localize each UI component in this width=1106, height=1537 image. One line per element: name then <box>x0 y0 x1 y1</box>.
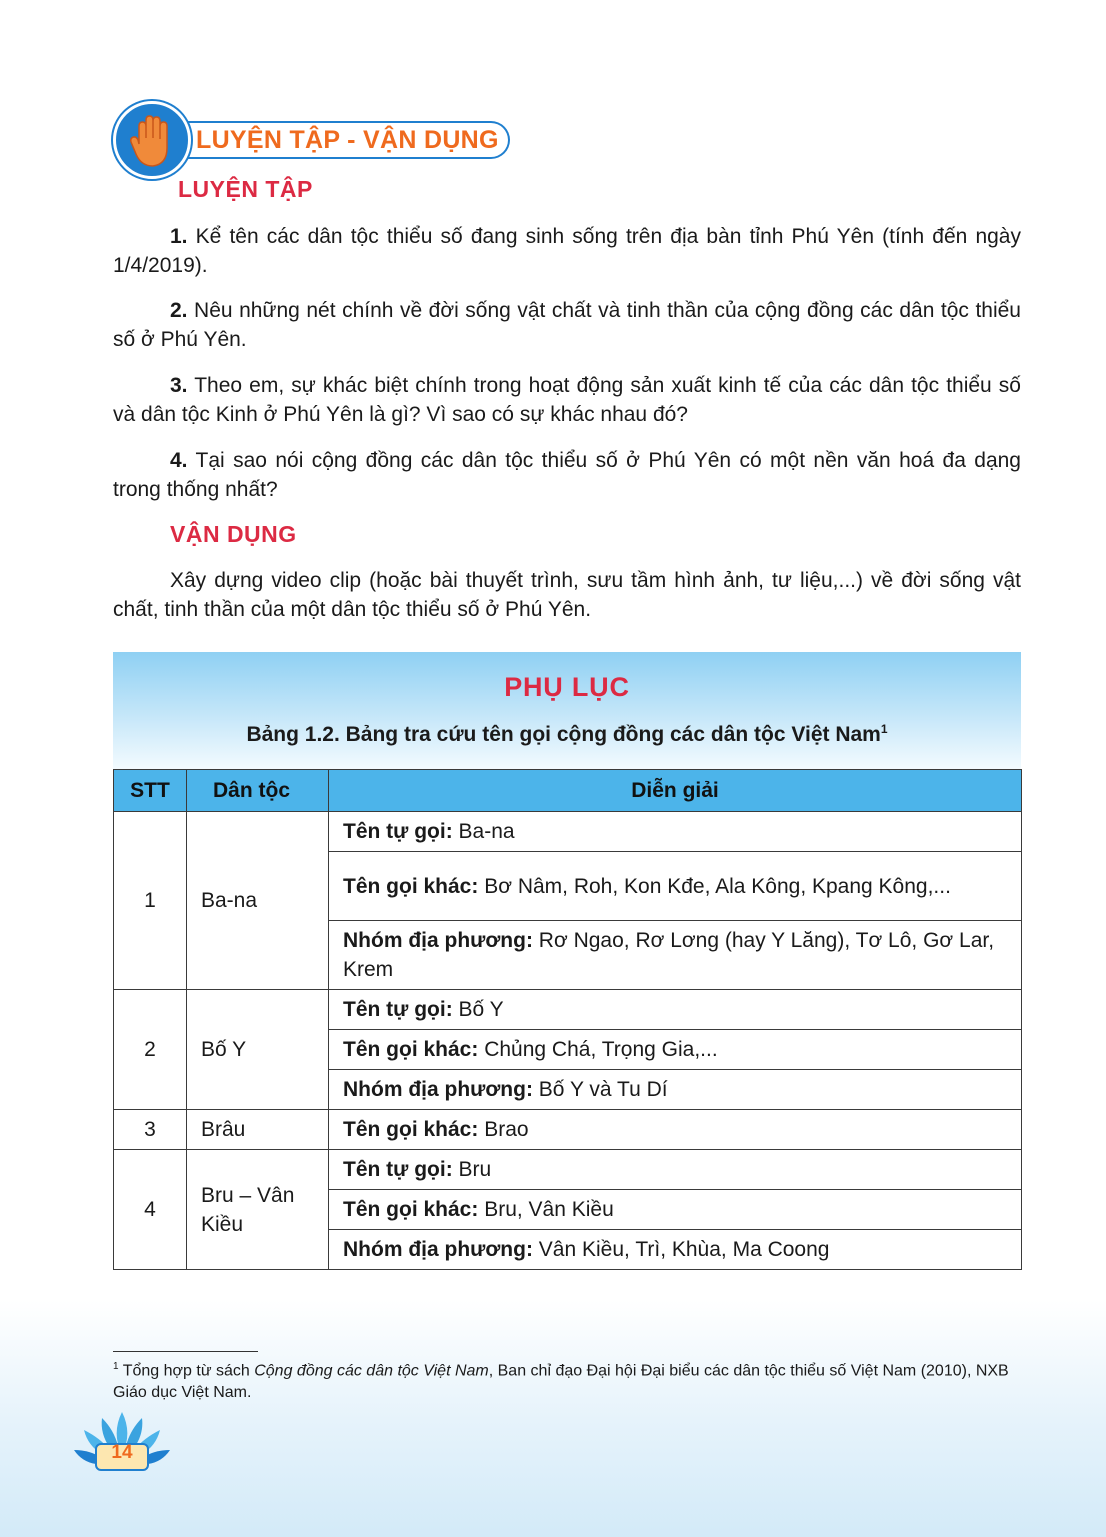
footnote-marker: 1 <box>880 722 888 736</box>
detail-value: Rơ Ngao, Rơ Lơng (hay Y Lăng), Tơ Lô, Gơ Lar, Krem <box>343 929 995 981</box>
table-caption <box>113 722 1021 747</box>
detail-cell <box>329 1150 1022 1190</box>
detail-cell <box>329 1190 1022 1230</box>
detail-label: Tên gọi khác: <box>343 1038 479 1061</box>
item-text: Tại sao nói cộng đồng các dân tộc thiểu số ở Phú Yên có một nền văn hoá đa dạng trong thống nhất? <box>113 449 1021 501</box>
row-ethnic-name: Bố Y <box>187 990 329 1110</box>
detail-label: Nhóm địa phương: <box>343 929 533 952</box>
detail-cell <box>329 1070 1022 1110</box>
detail-label: Tên gọi khác: <box>343 874 479 898</box>
banner-title: LUYỆN TẬP - VẬN DỤNG <box>196 126 499 154</box>
detail-cell <box>329 921 1022 990</box>
item-text: Kể tên các dân tộc thiểu số đang sinh sống trên địa bàn tỉnh Phú Yên (tính đến ngày 1/4/2019). <box>113 225 1021 277</box>
detail-value: Chủng Chá, Trọng Gia,... <box>484 1038 718 1061</box>
footnote-book-title: Cộng đồng các dân tộc Việt Nam <box>254 1362 489 1380</box>
row-stt: 3 <box>114 1110 187 1150</box>
detail-cell <box>329 990 1022 1030</box>
header-description: Diễn giải <box>329 770 1022 812</box>
item-number: 1. <box>170 225 188 248</box>
detail-value: Ba-na <box>458 820 515 843</box>
header-stt: STT <box>114 770 187 812</box>
page-number: 14 <box>111 1442 133 1463</box>
ethnic-lookup-table <box>113 769 1022 1270</box>
detail-label: Tên gọi khác: <box>343 1198 479 1221</box>
item-number: 4. <box>170 449 188 472</box>
row-stt: 2 <box>114 990 187 1110</box>
row-ethnic-name: Ba-na <box>187 812 329 990</box>
detail-value: Bố Y và Tu Dí <box>538 1078 668 1101</box>
detail-value: Bru <box>458 1158 492 1181</box>
apply-heading: VẬN DỤNG <box>170 521 297 547</box>
detail-label: Nhóm địa phương: <box>343 1078 533 1101</box>
detail-cell <box>329 812 1022 852</box>
item-number: 2. <box>170 299 188 322</box>
appendix-header <box>113 652 1021 770</box>
apply-text: Xây dựng video clip (hoặc bài thuyết trình, sưu tầm hình ảnh, tư liệu,...) về đời sống vật chất, tinh thần của một dân tộc thiểu số ở Phú Yên. <box>113 569 1021 621</box>
detail-cell <box>329 1230 1022 1270</box>
footnote-suffix: , Ban chỉ đạo Đại hội Đại biểu các dân tộc thiểu số Việt Nam (2010), NXB Giáo dục Việt Nam. <box>113 1362 1009 1402</box>
practice-item-1 <box>113 222 1021 280</box>
table-row <box>114 812 1022 852</box>
detail-value: Vân Kiều, Trì, Khùa, Ma Coong <box>538 1238 830 1261</box>
detail-value: Bơ Nâm, Roh, Kon Kđe, Ala Kông, Kpang Kông,... <box>484 874 951 898</box>
detail-label: Tên gọi khác: <box>343 1118 479 1141</box>
table-caption-text: Bảng 1.2. Bảng tra cứu tên gọi cộng đồng các dân tộc Việt Nam <box>246 723 881 746</box>
practice-item-3 <box>113 371 1021 429</box>
detail-cell <box>329 1030 1022 1070</box>
header-ethnic-group: Dân tộc <box>187 770 329 812</box>
practice-item-4 <box>113 446 1021 504</box>
detail-value: Brao <box>484 1118 529 1141</box>
footnote <box>113 1356 1021 1404</box>
section-banner <box>113 101 513 179</box>
footnote-prefix: Tổng hợp từ sách <box>122 1362 250 1380</box>
detail-cell <box>329 1110 1022 1150</box>
table-header-row <box>114 770 1022 812</box>
row-stt: 4 <box>114 1150 187 1270</box>
table-row <box>114 1150 1022 1190</box>
footnote-divider <box>113 1351 258 1352</box>
detail-cell <box>329 852 1022 921</box>
item-text: Nêu những nét chính về đời sống vật chất và tinh thần của cộng đồng các dân tộc thiểu số ở Phú Yên. <box>113 299 1021 351</box>
practice-item-2 <box>113 296 1021 354</box>
detail-label: Tên tự gọi: <box>343 820 453 843</box>
detail-label: Tên tự gọi: <box>343 998 453 1021</box>
row-ethnic-name: Bru – Vân Kiều <box>187 1150 329 1270</box>
detail-value: Bố Y <box>458 998 504 1021</box>
table-row <box>114 1110 1022 1150</box>
row-stt: 1 <box>114 812 187 990</box>
footnote-mark: 1 <box>113 1361 119 1372</box>
item-text: Theo em, sự khác biệt chính trong hoạt động sản xuất kinh tế của các dân tộc thiểu số và dân tộc Kinh ở Phú Yên là gì? Vì sao có sự khác nhau đó? <box>113 374 1021 426</box>
row-ethnic-name: Brâu <box>187 1110 329 1150</box>
table-row <box>114 990 1022 1030</box>
practice-heading: LUYỆN TẬP <box>178 176 313 202</box>
detail-value: Bru, Vân Kiều <box>484 1198 614 1221</box>
item-number: 3. <box>170 374 188 397</box>
detail-label: Nhóm địa phương: <box>343 1238 533 1261</box>
detail-label: Tên tự gọi: <box>343 1158 453 1181</box>
raised-hand-icon <box>113 101 191 179</box>
appendix-title: PHỤ LỤC <box>504 672 630 702</box>
page-number-badge <box>72 1410 172 1476</box>
